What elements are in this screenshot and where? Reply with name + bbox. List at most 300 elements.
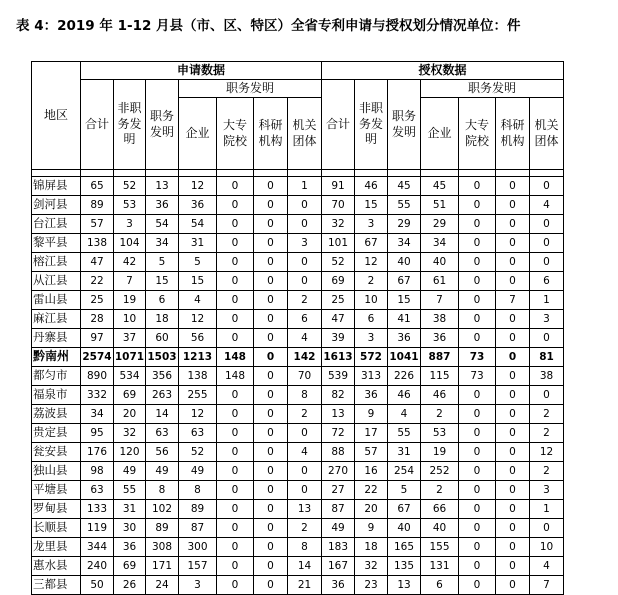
- grant-research-cell: 0: [496, 329, 530, 348]
- application-research-cell: 0: [254, 443, 288, 462]
- table-row: [32, 329, 564, 348]
- grant-service-cell: 4: [388, 405, 421, 424]
- application-service-cell: 102: [146, 500, 179, 519]
- application-enterprise-cell: 36: [179, 196, 217, 215]
- grant-research-cell: 0: [496, 462, 530, 481]
- application-service-cell: 60: [146, 329, 179, 348]
- spacer-cell: [322, 170, 355, 177]
- grant-government-cell: 38: [530, 367, 564, 386]
- grant-enterprise-cell: 115: [421, 367, 459, 386]
- table-row: [32, 481, 564, 500]
- grant-research-cell: 0: [496, 481, 530, 500]
- grant-total-cell: 36: [322, 576, 355, 595]
- application-research-cell: 0: [254, 462, 288, 481]
- region-name: 麻江县: [32, 310, 81, 329]
- application-non-service-cell: 30: [114, 519, 146, 538]
- application-research-cell: 0: [254, 177, 288, 196]
- header-application: 申请数据: [81, 62, 322, 80]
- grant-government-cell: 81: [530, 348, 564, 367]
- application-enterprise-cell: 5: [179, 253, 217, 272]
- application-government-cell: 21: [288, 576, 322, 595]
- region-name: 独山县: [32, 462, 81, 481]
- grant-non-service-cell: 9: [355, 405, 388, 424]
- application-research-cell: 0: [254, 196, 288, 215]
- table-row: [32, 310, 564, 329]
- grant-government-cell: 2: [530, 462, 564, 481]
- application-non-service-cell: 31: [114, 500, 146, 519]
- application-enterprise-cell: 87: [179, 519, 217, 538]
- grant-service-cell: 46: [388, 386, 421, 405]
- application-total-cell: 890: [81, 367, 114, 386]
- grant-non-service-cell: 22: [355, 481, 388, 500]
- grant-research-cell: 0: [496, 519, 530, 538]
- application-university-cell: 0: [217, 443, 254, 462]
- region-name: 瓮安县: [32, 443, 81, 462]
- grant-research-cell: 0: [496, 348, 530, 367]
- grant-service-cell: 5: [388, 481, 421, 500]
- grant-total-cell: 82: [322, 386, 355, 405]
- application-service-cell: 263: [146, 386, 179, 405]
- application-service-cell: 15: [146, 272, 179, 291]
- grant-university-cell: 0: [459, 500, 496, 519]
- application-total-cell: 98: [81, 462, 114, 481]
- grant-service-cell: 41: [388, 310, 421, 329]
- application-government-cell: 2: [288, 291, 322, 310]
- application-service-cell: 49: [146, 462, 179, 481]
- grant-non-service-cell: 12: [355, 253, 388, 272]
- application-non-service-cell: 20: [114, 405, 146, 424]
- application-research-cell: 0: [254, 310, 288, 329]
- grant-non-service-cell: 313: [355, 367, 388, 386]
- table-row: [32, 557, 564, 576]
- application-university-cell: 0: [217, 481, 254, 500]
- grant-enterprise-cell: 53: [421, 424, 459, 443]
- region-name: 黎平县: [32, 234, 81, 253]
- grant-non-service-cell: 3: [355, 215, 388, 234]
- application-research-cell: 0: [254, 481, 288, 500]
- spacer-cell: [459, 170, 496, 177]
- application-government-cell: 0: [288, 424, 322, 443]
- application-service-cell: 54: [146, 215, 179, 234]
- application-university-cell: 0: [217, 272, 254, 291]
- grant-service-cell: 67: [388, 500, 421, 519]
- application-non-service-cell: 32: [114, 424, 146, 443]
- grant-research-cell: 0: [496, 310, 530, 329]
- grant-enterprise-cell: 19: [421, 443, 459, 462]
- grant-enterprise-cell: 155: [421, 538, 459, 557]
- application-university-cell: 148: [217, 348, 254, 367]
- application-university-cell: 148: [217, 367, 254, 386]
- application-total-cell: 95: [81, 424, 114, 443]
- application-government-cell: 0: [288, 196, 322, 215]
- application-service-cell: 89: [146, 519, 179, 538]
- region-name: 台江县: [32, 215, 81, 234]
- grant-enterprise-cell: 45: [421, 177, 459, 196]
- spacer-cell: [496, 170, 530, 177]
- grant-non-service-cell: 572: [355, 348, 388, 367]
- grant-government-cell: 0: [530, 329, 564, 348]
- application-service-cell: 14: [146, 405, 179, 424]
- grant-university-cell: 0: [459, 481, 496, 500]
- grant-service-cell: 226: [388, 367, 421, 386]
- grant-research-cell: 0: [496, 443, 530, 462]
- header-app-government: 机关团体: [288, 98, 322, 170]
- header-app-research: 科研机构: [254, 98, 288, 170]
- grant-research-cell: 0: [496, 253, 530, 272]
- application-university-cell: 0: [217, 557, 254, 576]
- grant-university-cell: 0: [459, 177, 496, 196]
- table-body: [32, 177, 564, 595]
- application-non-service-cell: 69: [114, 386, 146, 405]
- application-non-service-cell: 7: [114, 272, 146, 291]
- grant-university-cell: 0: [459, 424, 496, 443]
- table-row: [32, 291, 564, 310]
- header-app-total: 合计: [81, 80, 114, 170]
- application-enterprise-cell: 89: [179, 500, 217, 519]
- application-government-cell: 0: [288, 272, 322, 291]
- table-row: [32, 405, 564, 424]
- application-government-cell: 8: [288, 386, 322, 405]
- grant-service-cell: 31: [388, 443, 421, 462]
- grant-service-cell: 13: [388, 576, 421, 595]
- grant-university-cell: 0: [459, 519, 496, 538]
- grant-service-cell: 34: [388, 234, 421, 253]
- application-total-cell: 176: [81, 443, 114, 462]
- application-research-cell: 0: [254, 367, 288, 386]
- header-app-service: 职务发明: [146, 80, 179, 170]
- application-enterprise-cell: 12: [179, 310, 217, 329]
- grant-service-cell: 55: [388, 196, 421, 215]
- application-university-cell: 0: [217, 177, 254, 196]
- application-enterprise-cell: 31: [179, 234, 217, 253]
- region-name: 罗甸县: [32, 500, 81, 519]
- region-name: 都匀市: [32, 367, 81, 386]
- application-enterprise-cell: 63: [179, 424, 217, 443]
- application-non-service-cell: 1071: [114, 348, 146, 367]
- application-enterprise-cell: 12: [179, 177, 217, 196]
- header-app-non-service: 非职务发明: [114, 80, 146, 170]
- region-name: 锦屏县: [32, 177, 81, 196]
- application-university-cell: 0: [217, 253, 254, 272]
- grant-non-service-cell: 20: [355, 500, 388, 519]
- header-grant-non-service: 非职务发明: [355, 80, 388, 170]
- grant-total-cell: 52: [322, 253, 355, 272]
- grant-government-cell: 0: [530, 519, 564, 538]
- grant-enterprise-cell: 252: [421, 462, 459, 481]
- grant-research-cell: 0: [496, 405, 530, 424]
- application-total-cell: 133: [81, 500, 114, 519]
- application-government-cell: 14: [288, 557, 322, 576]
- region-name: 榕江县: [32, 253, 81, 272]
- header-app-university: 大专院校: [217, 98, 254, 170]
- application-total-cell: 138: [81, 234, 114, 253]
- table-row: [32, 234, 564, 253]
- grant-government-cell: 1: [530, 500, 564, 519]
- grant-university-cell: 0: [459, 196, 496, 215]
- application-research-cell: 0: [254, 519, 288, 538]
- grant-enterprise-cell: 2: [421, 405, 459, 424]
- application-enterprise-cell: 8: [179, 481, 217, 500]
- application-service-cell: 5: [146, 253, 179, 272]
- application-non-service-cell: 26: [114, 576, 146, 595]
- application-research-cell: 0: [254, 576, 288, 595]
- application-total-cell: 47: [81, 253, 114, 272]
- grant-research-cell: 0: [496, 576, 530, 595]
- application-non-service-cell: 52: [114, 177, 146, 196]
- application-total-cell: 34: [81, 405, 114, 424]
- grant-research-cell: 0: [496, 424, 530, 443]
- application-enterprise-cell: 49: [179, 462, 217, 481]
- application-non-service-cell: 10: [114, 310, 146, 329]
- grant-enterprise-cell: 7: [421, 291, 459, 310]
- grant-total-cell: 87: [322, 500, 355, 519]
- grant-service-cell: 45: [388, 177, 421, 196]
- table-row: [32, 253, 564, 272]
- spacer-cell: [146, 170, 179, 177]
- application-government-cell: 142: [288, 348, 322, 367]
- application-research-cell: 0: [254, 405, 288, 424]
- grant-service-cell: 165: [388, 538, 421, 557]
- grant-total-cell: 183: [322, 538, 355, 557]
- header-app-service-invention: 职务发明: [179, 80, 322, 98]
- application-government-cell: 70: [288, 367, 322, 386]
- application-service-cell: 308: [146, 538, 179, 557]
- grant-university-cell: 0: [459, 329, 496, 348]
- grant-government-cell: 0: [530, 177, 564, 196]
- application-total-cell: 28: [81, 310, 114, 329]
- region-name: 丹寨县: [32, 329, 81, 348]
- grant-non-service-cell: 10: [355, 291, 388, 310]
- spacer-cell: [114, 170, 146, 177]
- grant-enterprise-cell: 34: [421, 234, 459, 253]
- application-research-cell: 0: [254, 386, 288, 405]
- grant-non-service-cell: 2: [355, 272, 388, 291]
- header-spacer-row: [32, 170, 564, 177]
- header-grant-service-invention: 职务发明: [421, 80, 564, 98]
- grant-service-cell: 40: [388, 519, 421, 538]
- application-service-cell: 8: [146, 481, 179, 500]
- application-service-cell: 356: [146, 367, 179, 386]
- spacer-cell: [81, 170, 114, 177]
- grant-university-cell: 0: [459, 443, 496, 462]
- application-non-service-cell: 19: [114, 291, 146, 310]
- grant-total-cell: 167: [322, 557, 355, 576]
- application-non-service-cell: 104: [114, 234, 146, 253]
- grant-government-cell: 6: [530, 272, 564, 291]
- grant-total-cell: 88: [322, 443, 355, 462]
- application-non-service-cell: 42: [114, 253, 146, 272]
- spacer-cell: [32, 170, 81, 177]
- table-row: [32, 443, 564, 462]
- region-name: 平塘县: [32, 481, 81, 500]
- table-row: [32, 519, 564, 538]
- application-university-cell: 0: [217, 462, 254, 481]
- application-service-cell: 56: [146, 443, 179, 462]
- application-service-cell: 63: [146, 424, 179, 443]
- grant-university-cell: 0: [459, 538, 496, 557]
- application-research-cell: 0: [254, 291, 288, 310]
- grant-government-cell: 3: [530, 310, 564, 329]
- application-research-cell: 0: [254, 329, 288, 348]
- grant-enterprise-cell: 36: [421, 329, 459, 348]
- grant-university-cell: 0: [459, 215, 496, 234]
- application-government-cell: 0: [288, 462, 322, 481]
- grant-government-cell: 1: [530, 291, 564, 310]
- application-research-cell: 0: [254, 253, 288, 272]
- application-government-cell: 4: [288, 443, 322, 462]
- grant-non-service-cell: 6: [355, 310, 388, 329]
- application-total-cell: 344: [81, 538, 114, 557]
- grant-enterprise-cell: 66: [421, 500, 459, 519]
- application-research-cell: 0: [254, 557, 288, 576]
- grant-university-cell: 0: [459, 310, 496, 329]
- header-grant-total: 合计: [322, 80, 355, 170]
- application-service-cell: 34: [146, 234, 179, 253]
- grant-total-cell: 25: [322, 291, 355, 310]
- grant-non-service-cell: 18: [355, 538, 388, 557]
- grant-enterprise-cell: 131: [421, 557, 459, 576]
- grant-total-cell: 13: [322, 405, 355, 424]
- application-research-cell: 0: [254, 234, 288, 253]
- region-name: 从江县: [32, 272, 81, 291]
- grant-research-cell: 0: [496, 500, 530, 519]
- grant-enterprise-cell: 6: [421, 576, 459, 595]
- table-header: [32, 62, 564, 177]
- table-row: [32, 177, 564, 196]
- grant-total-cell: 49: [322, 519, 355, 538]
- grant-government-cell: 0: [530, 234, 564, 253]
- spacer-cell: [421, 170, 459, 177]
- application-enterprise-cell: 255: [179, 386, 217, 405]
- grant-total-cell: 39: [322, 329, 355, 348]
- application-government-cell: 8: [288, 538, 322, 557]
- application-non-service-cell: 53: [114, 196, 146, 215]
- grant-university-cell: 0: [459, 253, 496, 272]
- application-enterprise-cell: 15: [179, 272, 217, 291]
- grant-research-cell: 0: [496, 196, 530, 215]
- application-service-cell: 36: [146, 196, 179, 215]
- table-row: [32, 196, 564, 215]
- application-government-cell: 3: [288, 234, 322, 253]
- application-total-cell: 97: [81, 329, 114, 348]
- application-research-cell: 0: [254, 272, 288, 291]
- region-name: 雷山县: [32, 291, 81, 310]
- grant-government-cell: 2: [530, 405, 564, 424]
- grant-service-cell: 55: [388, 424, 421, 443]
- grant-total-cell: 91: [322, 177, 355, 196]
- header-grant: 授权数据: [322, 62, 564, 80]
- application-university-cell: 0: [217, 538, 254, 557]
- spacer-cell: [217, 170, 254, 177]
- spacer-cell: [388, 170, 421, 177]
- application-research-cell: 0: [254, 424, 288, 443]
- header-app-enterprise: 企业: [179, 98, 217, 170]
- table-row: [32, 215, 564, 234]
- grant-research-cell: 0: [496, 177, 530, 196]
- application-government-cell: 1: [288, 177, 322, 196]
- application-non-service-cell: 69: [114, 557, 146, 576]
- table-row: [32, 348, 564, 367]
- application-total-cell: 89: [81, 196, 114, 215]
- table-row: [32, 500, 564, 519]
- application-total-cell: 57: [81, 215, 114, 234]
- grant-non-service-cell: 36: [355, 386, 388, 405]
- application-service-cell: 24: [146, 576, 179, 595]
- spacer-cell: [179, 170, 217, 177]
- application-total-cell: 50: [81, 576, 114, 595]
- grant-non-service-cell: 15: [355, 196, 388, 215]
- region-name: 剑河县: [32, 196, 81, 215]
- grant-research-cell: 0: [496, 557, 530, 576]
- patent-table: [31, 61, 564, 595]
- grant-research-cell: 0: [496, 215, 530, 234]
- grant-university-cell: 0: [459, 462, 496, 481]
- region-name: 龙里县: [32, 538, 81, 557]
- region-name: 长顺县: [32, 519, 81, 538]
- grant-government-cell: 12: [530, 443, 564, 462]
- grant-university-cell: 0: [459, 291, 496, 310]
- grant-government-cell: 0: [530, 386, 564, 405]
- application-enterprise-cell: 157: [179, 557, 217, 576]
- grant-research-cell: 7: [496, 291, 530, 310]
- application-non-service-cell: 49: [114, 462, 146, 481]
- application-service-cell: 1503: [146, 348, 179, 367]
- grant-enterprise-cell: 2: [421, 481, 459, 500]
- application-service-cell: 6: [146, 291, 179, 310]
- application-enterprise-cell: 3: [179, 576, 217, 595]
- application-total-cell: 25: [81, 291, 114, 310]
- spacer-cell: [530, 170, 564, 177]
- application-government-cell: 2: [288, 519, 322, 538]
- header-grant-enterprise: 企业: [421, 98, 459, 170]
- application-government-cell: 0: [288, 253, 322, 272]
- application-service-cell: 18: [146, 310, 179, 329]
- region-name: 惠水县: [32, 557, 81, 576]
- grant-total-cell: 27: [322, 481, 355, 500]
- application-university-cell: 0: [217, 234, 254, 253]
- grant-enterprise-cell: 38: [421, 310, 459, 329]
- grant-total-cell: 539: [322, 367, 355, 386]
- grant-non-service-cell: 57: [355, 443, 388, 462]
- grant-university-cell: 73: [459, 367, 496, 386]
- region-name: 福泉市: [32, 386, 81, 405]
- grant-enterprise-cell: 40: [421, 253, 459, 272]
- grant-government-cell: 0: [530, 253, 564, 272]
- grant-total-cell: 101: [322, 234, 355, 253]
- application-university-cell: 0: [217, 196, 254, 215]
- grant-enterprise-cell: 61: [421, 272, 459, 291]
- region-name: 荔波县: [32, 405, 81, 424]
- grant-total-cell: 69: [322, 272, 355, 291]
- table-row: [32, 576, 564, 595]
- application-government-cell: 0: [288, 215, 322, 234]
- grant-total-cell: 70: [322, 196, 355, 215]
- grant-enterprise-cell: 29: [421, 215, 459, 234]
- table-row: [32, 424, 564, 443]
- application-research-cell: 0: [254, 538, 288, 557]
- table-row: [32, 272, 564, 291]
- grant-university-cell: 73: [459, 348, 496, 367]
- application-non-service-cell: 37: [114, 329, 146, 348]
- header-region: 地区: [32, 62, 81, 170]
- grant-research-cell: 0: [496, 272, 530, 291]
- application-total-cell: 2574: [81, 348, 114, 367]
- table-row: [32, 462, 564, 481]
- application-service-cell: 13: [146, 177, 179, 196]
- grant-enterprise-cell: 51: [421, 196, 459, 215]
- application-total-cell: 240: [81, 557, 114, 576]
- grant-research-cell: 0: [496, 538, 530, 557]
